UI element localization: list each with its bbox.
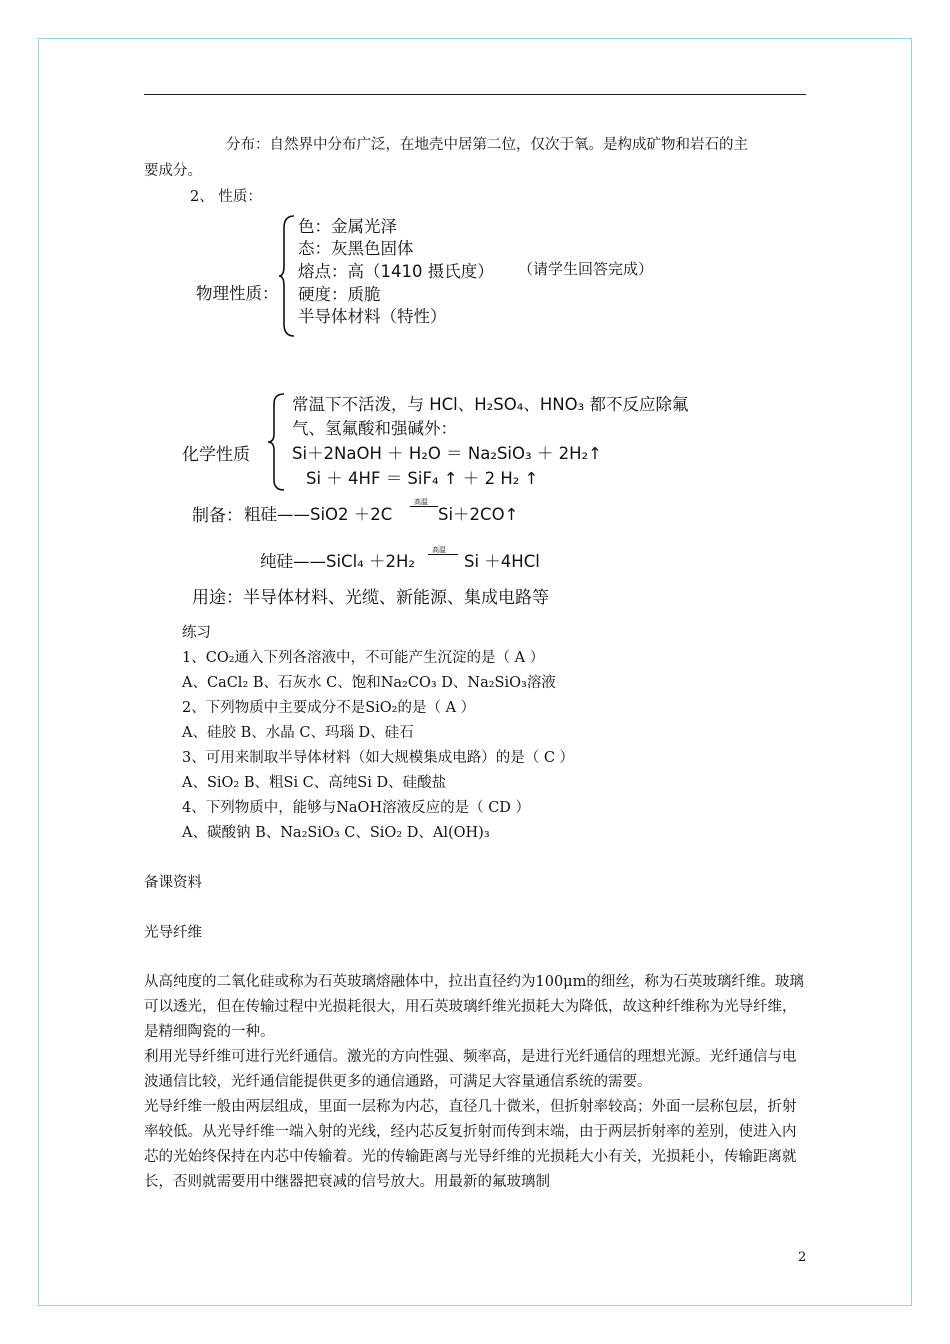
pure-condition-line [428,554,458,555]
exercise-q3-options: A、SiO₂ B、粗Si C、高纯Si D、硅酸盐 [182,775,447,791]
crude-product: Si＋2CO↑ [438,505,519,524]
resource-heading: 备课资料 [144,875,202,891]
physical-brace [278,214,298,338]
exercise-q4: 4、下列物质中，能够与NaOH溶液反应的是（ CD ） [182,800,531,816]
fiber-paragraph-2: 利用光导纤维可进行光纤通信。激光的方向性强、频率高，是进行光纤通信的理想光源。光纤通信与电波通信比较，光纤通信能提供更多的通信通路，可满足大容量通信系统的需要。 [144,1049,797,1090]
physical-note: （请学生回答完成） [518,260,654,278]
distribution-line-2: 要成分。 [144,163,202,179]
pure-condition: 高温 [432,546,446,554]
chemical-line-2: 气、氢氟酸和强碱外： [292,419,457,438]
pure-silicon-reaction: 纯硅——SiCl₄ ＋2H₂ [260,552,416,571]
fiber-paragraph-3: 光导纤维一般由两层组成，里面一层称为内芯，直径几十微米，但折射率较高；外面一层称包层，折射率较低。从光导纤维一端入射的光线，经内芯反复折射而传到末端，由于两层折射率的差别，使进入内芯的光始终保持在内芯中传输着。光的传输距离与光导纤维的光损耗大小有关，光损耗小，传输距离就长，否则就需要用中继器把衰减的信号放大。用最新的氟玻璃制 [144,1099,797,1190]
exercise-q1: 1、CO₂通入下列各溶液中，不可能产生沉淀的是（ A ） [182,650,545,666]
exercise-q3: 3、可用来制取半导体材料（如大规模集成电路）的是（ C ） [182,750,575,766]
chemical-equation-naoh: Si＋2NaOH ＋ H₂O ＝ Na₂SiO₃ ＋ 2H₂↑ [292,444,602,463]
exercise-q4-options: A、碳酸钠 B、Na₂SiO₃ C、SiO₂ D、Al(OH)₃ [182,825,490,841]
header-rule [144,94,806,95]
fiber-paragraph-1: 从高纯度的二氧化硅或称为石英玻璃熔融体中，拉出直径约为100μm的细丝，称为石英玻璃纤维。玻璃可以透光，但在传输过程中光损耗很大，用石英玻璃纤维光损耗大为降低，故这种纤维称为光导纤维，是精细陶瓷的一种。 [144,974,804,1040]
physical-label: 物理性质： [196,284,279,303]
chemical-brace [266,392,288,492]
exercise-q1-options: A、CaCl₂ B、石灰水 C、饱和Na₂CO₃ D、Na₂SiO₃溶液 [182,675,556,691]
physical-color: 色：金属光泽 [298,217,397,236]
preparation-label: 制备： [192,506,243,526]
exercise-title: 练习 [182,625,211,641]
crude-silicon-reaction: 粗硅——SiO2 ＋2C [244,505,393,524]
page-number: 2 [798,1250,807,1265]
physical-semiconductor: 半导体材料（特性） [298,307,447,326]
physical-hardness: 硬度：质脆 [298,285,381,304]
crude-condition-line [410,506,438,507]
properties-heading: 2、 性质： [190,189,262,205]
chemical-equation-hf: Si ＋ 4HF ＝ SiF₄ ↑ ＋ 2 H₂ ↑ [306,469,539,488]
crude-condition: 高温 [414,498,428,506]
fiber-heading: 光导纤维 [144,925,202,941]
exercise-q2-options: A、硅胶 B、水晶 C、玛瑙 D、硅石 [182,725,414,741]
chemical-label: 化学性质 [182,445,250,465]
chemical-line-1: 常温下不活泼，与 HCl、H₂SO₄、HNO₃ 都不反应除氟 [292,395,689,414]
exercise-q2: 2、下列物质中主要成分不是SiO₂的是（ A ） [182,700,476,716]
distribution-line-1: 分布：自然界中分布广泛，在地壳中居第二位，仅次于氧。是构成矿物和岩石的主 [226,137,748,153]
physical-state: 态：灰黑色固体 [298,239,414,258]
physical-melting-point: 熔点：高（1410 摄氏度） [298,262,494,281]
pure-product: Si ＋4HCl [464,552,540,571]
uses-line: 用途：半导体材料、光缆、新能源、集成电路等 [192,588,549,608]
